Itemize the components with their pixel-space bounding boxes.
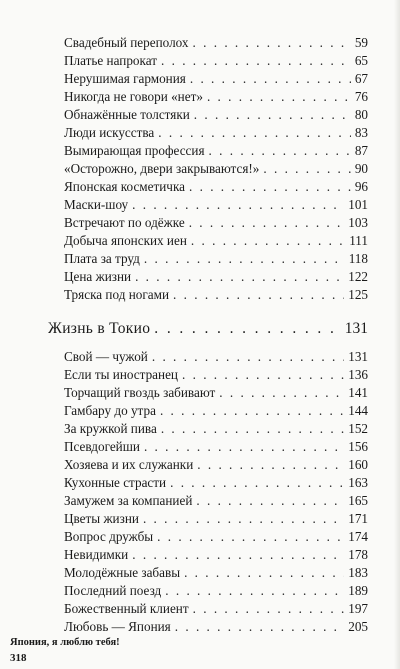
- toc-section-heading: [48, 318, 368, 340]
- toc-entry: [64, 510, 368, 528]
- toc-entry-title: Божественный клиент: [64, 601, 189, 616]
- toc-entry: [64, 178, 368, 196]
- toc-entry: [64, 250, 368, 268]
- toc-entry: [64, 528, 368, 546]
- toc-entry-page: 111: [349, 233, 368, 248]
- toc-dot-leader: [158, 124, 351, 142]
- toc-dot-leader: [190, 70, 351, 88]
- toc-entry-page: 141: [348, 385, 368, 400]
- toc-dot-leader: [161, 420, 344, 438]
- toc-dot-leader: [161, 52, 351, 70]
- toc-dot-leader: [170, 474, 344, 492]
- toc-entry-title: Тряска под ногами: [64, 287, 170, 302]
- toc-dot-leader: [182, 366, 344, 384]
- toc-entry: [64, 124, 368, 142]
- toc-dot-leader: [157, 528, 344, 546]
- toc-entry: [64, 384, 368, 402]
- toc-entry: [64, 52, 368, 70]
- toc-entry-title: Хозяева и их служанки: [64, 457, 194, 472]
- toc-dot-leader: [207, 88, 351, 106]
- toc-entry-page: 165: [348, 493, 368, 508]
- toc-dot-leader: [189, 214, 345, 232]
- toc-entry: [64, 546, 368, 564]
- toc-dot-leader: [144, 250, 345, 268]
- toc-entry-title: Вымирающая профессия: [64, 143, 205, 158]
- toc-entry: [64, 618, 368, 636]
- toc-entry: [64, 196, 368, 214]
- toc-dot-leader: [191, 232, 345, 250]
- toc-entry-page: 103: [348, 215, 368, 230]
- toc-entry-page: 118: [348, 251, 368, 266]
- toc-entry-title: Невидимки: [64, 547, 129, 562]
- toc-entry-title: Кухонные страсти: [64, 475, 167, 490]
- toc-entry-page: 156: [348, 439, 368, 454]
- toc-entry: [64, 474, 368, 492]
- toc-entry-page: 76: [354, 89, 368, 104]
- toc-entry-title: Нерушимая гармония: [64, 71, 186, 86]
- toc-entry-page: 160: [348, 457, 368, 472]
- toc-entry-page: 59: [354, 35, 368, 50]
- toc-entry-title: За кружкой пива: [64, 421, 157, 436]
- toc-entry-title: Цена жизни: [64, 269, 132, 284]
- running-footer-book-title: Япония, я люблю тебя!: [10, 637, 120, 648]
- toc-entry-title: Добыча японских иен: [64, 233, 187, 248]
- toc-entry-title: Свадебный переполох: [64, 35, 189, 50]
- toc-dot-leader: [173, 286, 344, 304]
- toc-entry: [64, 600, 368, 618]
- toc-dot-leader: [132, 546, 344, 564]
- toc-entry-title: Любовь — Япония: [64, 619, 171, 634]
- toc-entry-title: Обнажённые толстяки: [64, 107, 190, 122]
- toc-entry: [64, 106, 368, 124]
- toc-entry: [64, 160, 368, 178]
- toc-entry-page: 80: [354, 107, 368, 122]
- toc-entry-page: 90: [354, 161, 368, 176]
- toc-entry-page: 67: [354, 71, 368, 86]
- toc-dot-leader: [219, 384, 344, 402]
- toc-entry-title: Люди искусства: [64, 125, 155, 140]
- toc-entry-page: 136: [348, 367, 368, 382]
- toc-entry-title: Плата за труд: [64, 251, 140, 266]
- toc-entry-page: 122: [348, 269, 368, 284]
- toc-entry: [64, 232, 368, 250]
- toc-entry-page: 125: [348, 287, 368, 302]
- page-edge-shadow: [394, 0, 400, 669]
- toc-entry-title: Псевдогейши: [64, 439, 140, 454]
- toc-entry: [64, 492, 368, 510]
- toc-entry-page: 189: [348, 583, 368, 598]
- toc-entry: [64, 34, 368, 52]
- toc-entry-title: Вопрос дружбы: [64, 529, 154, 544]
- toc-entry: [64, 366, 368, 384]
- toc-entry-title: Японская косметичка: [64, 179, 186, 194]
- toc-entry-title: Никогда не говори «нет»: [64, 89, 203, 104]
- toc-dot-leader: [132, 196, 344, 214]
- toc-entry-page: 171: [348, 511, 368, 526]
- toc-entry-title: Молодёжные забавы: [64, 565, 181, 580]
- toc-entry-page: 101: [348, 197, 368, 212]
- toc-dot-leader: [160, 402, 344, 420]
- toc-dot-leader: [175, 618, 344, 636]
- toc-entry-title: «Осторожно, двери закрываются!»: [64, 161, 260, 176]
- toc-entry-title: Торчащий гвоздь забивают: [64, 385, 216, 400]
- toc-entry-title: Встречают по одёжке: [64, 215, 185, 230]
- toc-entry-title: Платье напрокат: [64, 53, 158, 68]
- toc-entry-title: Цветы жизни: [64, 511, 139, 526]
- page-number: 318: [10, 652, 27, 664]
- toc-entry-title: Свой — чужой: [64, 349, 148, 364]
- toc-entry: [64, 142, 368, 160]
- section-title: Жизнь в Токио: [48, 320, 151, 337]
- toc-entry: [64, 420, 368, 438]
- toc-entry-page: 163: [348, 475, 368, 490]
- toc-entry-page: 65: [354, 53, 368, 68]
- toc-entry-title: Гамбару до утра: [64, 403, 156, 418]
- section-page: 131: [344, 320, 368, 337]
- toc-entry: [64, 582, 368, 600]
- toc-entry: [64, 268, 368, 286]
- toc-dot-leader: [135, 268, 344, 286]
- toc-entry: [64, 564, 368, 582]
- toc-dot-leader: [263, 160, 350, 178]
- toc-entry: [64, 402, 368, 420]
- toc-dot-leader: [165, 582, 344, 600]
- toc-entry-page: 178: [348, 547, 368, 562]
- toc-dot-leader: [209, 142, 351, 160]
- toc-dot-leader: [196, 492, 344, 510]
- toc-dot-leader: [193, 34, 351, 52]
- toc-entry-title: Последний поезд: [64, 583, 162, 598]
- toc-entry-title: Если ты иностранец: [64, 367, 178, 382]
- toc-entry-page: 152: [348, 421, 368, 436]
- toc-dot-leader: [193, 600, 345, 618]
- toc-entry: [64, 214, 368, 232]
- toc-dot-leader: [143, 510, 344, 528]
- toc-entry-page: 87: [354, 143, 368, 158]
- toc-dot-leader: [184, 564, 344, 582]
- toc-entry-title: Маски-шоу: [64, 197, 129, 212]
- toc-entry: [64, 438, 368, 456]
- toc-dot-leader: [194, 106, 351, 124]
- toc-entry-page: 83: [354, 125, 368, 140]
- toc-entry-page: 96: [354, 179, 368, 194]
- toc-entry: [64, 88, 368, 106]
- toc-dot-leader: [144, 438, 344, 456]
- toc-dot-leader: [154, 318, 340, 340]
- toc-entry-page: 144: [348, 403, 368, 418]
- toc-entry: [64, 70, 368, 88]
- toc-entry-page: 183: [348, 565, 368, 580]
- toc-entry-page: 205: [348, 619, 368, 634]
- toc-entry-page: 174: [348, 529, 368, 544]
- toc-entry: [64, 456, 368, 474]
- toc-entry-title: Замужем за компанией: [64, 493, 193, 508]
- toc-dot-leader: [197, 456, 344, 474]
- toc-dot-leader: [189, 178, 351, 196]
- toc-entry-page: 197: [348, 601, 368, 616]
- toc-entry: [64, 286, 368, 304]
- toc-dot-leader: [152, 348, 344, 366]
- toc-entry-page: 131: [348, 349, 368, 364]
- toc-entry: [64, 348, 368, 366]
